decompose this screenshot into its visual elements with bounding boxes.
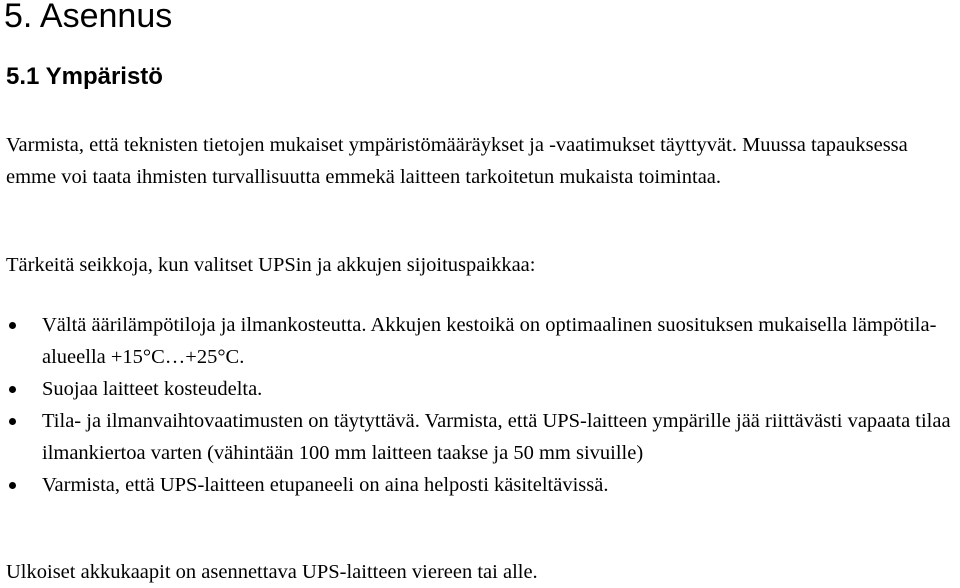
list-item-text: Tila- ja ilmanvaihtovaatimusten on täytyttävä. Varmista, että UPS-laitteen ympärille jää riittävästi vapaata tilaa ilmankiertoa varten (vähintään 100 mm laitteen taakse ja 50 mm sivuille) — [42, 410, 951, 464]
requirements-list — [0, 309, 960, 501]
section-title: 5.1 Ympäristö — [6, 63, 163, 90]
important-heading: Tärkeitä seikkoja, kun valitset UPSin ja akkujen sijoituspaikkaa: — [6, 254, 536, 276]
bullet-icon — [9, 418, 16, 425]
intro-paragraph: Varmista, että teknisten tietojen mukaiset ympäristömääräykset ja -vaatimukset täyttyvät. Muussa tapauksessa emme voi taata ihmisten turvallisuutta emmekä laitteen tarkoitetun mukaista toimintaa. — [6, 134, 908, 188]
chapter-title: 5. Asennus — [4, 0, 173, 35]
bullet-icon — [9, 322, 16, 329]
list-item — [0, 469, 960, 501]
list-item — [0, 309, 960, 373]
outro-paragraph: Ulkoiset akkukaapit on asennettava UPS-laitteen viereen tai alle. — [6, 561, 538, 583]
bullet-icon — [9, 386, 16, 393]
list-item-text: Suojaa laitteet kosteudelta. — [42, 378, 263, 400]
list-item-text: Varmista, että UPS-laitteen etupaneeli on aina helposti käsiteltävissä. — [42, 474, 609, 496]
list-item — [0, 373, 960, 405]
list-item-text: Vältä äärilämpötiloja ja ilmankosteutta. Akkujen kestoikä on optimaalinen suosituksen mukaisella lämpötila-alueella +15°C…+25°C. — [42, 314, 937, 368]
list-item — [0, 405, 960, 469]
bullet-icon — [9, 482, 16, 489]
